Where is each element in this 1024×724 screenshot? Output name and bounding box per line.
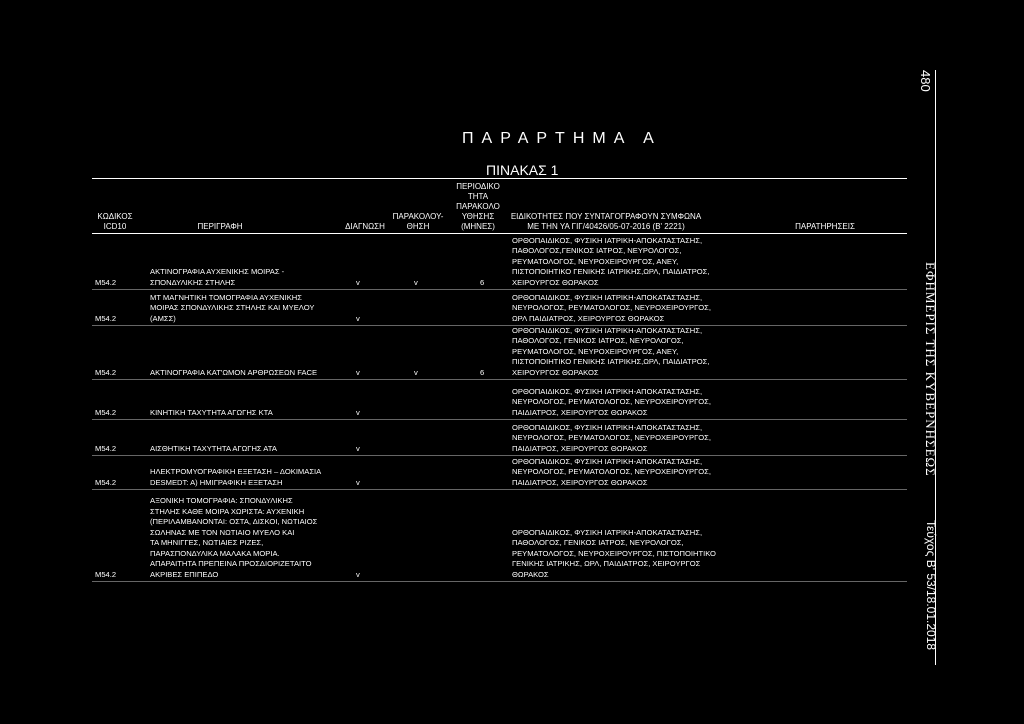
row-diagnosis: v xyxy=(356,313,360,323)
row-divider xyxy=(92,581,907,582)
annex-heading: ΠΑΡΑΡΤΗΜΑ Α xyxy=(462,130,662,147)
row-followup: v xyxy=(414,277,418,287)
row-description: ΑΚΤΙΝΟΓΡΑΦΙΑ ΑΥΧΕΝΙΚΗΣ ΜΟΙΡΑΣ - ΣΠΟΝΔΥΛΙΚΗΣ ΣΤΗΛΗΣ xyxy=(150,267,285,287)
row-code: M54.2 xyxy=(95,569,117,579)
row-specialties: ΟΡΘΟΠΑΙΔΙΚΟΣ, ΦΥΣΙΚΗ ΙΑΤΡΙΚΗ-ΑΠΟΚΑΤΑΣΤΑΣΗΣ, ΝΕΥΡΟΛΟΓΟΣ, ΡΕΥΜΑΤΟΛΟΓΟΣ, ΝΕΥΡΟΧΕΙΡΟΥΡΓΟΣ, ΩΡΛ ΠΑΙΔΙΑΤΡΟΣ, ΧΕΙΡΟΥΡΓΟΣ ΘΩΡΑΚΟΣ xyxy=(512,292,711,323)
journal-name: ΕΦΗΜΕΡΙΣ ΤΗΣ ΚΥΒΕΡΝΗΣΕΩΣ xyxy=(923,262,938,477)
row-divider xyxy=(92,379,907,380)
header-rule xyxy=(92,233,907,234)
row-description: ΜΤ ΜΑΓΝΗΤΙΚΗ ΤΟΜΟΓΡΑΦΙΑ ΑΥΧΕΝΙΚΗΣ ΜΟΙΡΑΣ ΣΠΟΝΔΥΛΙΚΗΣ ΣΤΗΛΗΣ ΚΑΙ ΜΥΕΛΟΥ (ΑΜΣΣ) xyxy=(150,292,315,323)
row-divider xyxy=(92,489,907,490)
row-divider xyxy=(92,455,907,456)
row-code: M54.2 xyxy=(95,477,117,487)
row-description: ΑΞΟΝΙΚΗ ΤΟΜΟΓΡΑΦΙΑ: ΣΠΟΝΔΥΛΙΚΗΣ ΣΤΗΛΗΣ ΚΑΘΕ ΜΟΙΡΑ ΧΩΡΙΣΤΑ: ΑΥΧΕΝΙΚΗ (ΠΕΡΙΛΑΜΒΑΝΟΝΤΑΙ: ΟΣΤΑ, ΔΙΣΚΟΙ, ΝΩΤΙΑΙΟΣ ΣΩΛΗΝΑΣ ΜΕ ΤΟΝ ΝΩΤΙΑΙΟ ΜΥΕΛΟ ΚΑΙ ΤΑ ΜΗΝΙΓΓΕΣ, ΝΩΤΙΑΙΕΣ ΡΙΖΕΣ, ΠΑΡΑΣΠΟΝΔΥΛΙΚΑ ΜΑΛΑΚΑ ΜΟΡΙΑ. ΑΠΑΡΑΙΤΗΤΑ ΠΡΕΠΕΙΝΑ ΠΡΟΣΔΙΟΡΙΖΕΤΑΙΤΟ ΑΚΡΙΒΕΣ ΕΠΙΠΕΔΟ xyxy=(150,496,318,579)
row-specialties: ΟΡΘΟΠΑΙΔΙΚΟΣ, ΦΥΣΙΚΗ ΙΑΤΡΙΚΗ-ΑΠΟΚΑΤΑΣΤΑΣΗΣ, ΠΑΘΟΛΟΓΟΣ, ΓΕΝΙΚΟΣ ΙΑΤΡΟΣ, ΝΕΥΡΟΛΟΓΟΣ, ΡΕΥΜΑΤΟΛΟΓΟΣ, ΝΕΥΡΟΧΕΙΡΟΥΡΓΟΣ, ΑΝΕΥ, ΠΙΣΤΟΠΟΙΗΤΙΚΟ ΓΕΝΙΚΗΣ ΙΑΤΡΙΚΗΣ,ΩΡΛ, ΠΑΙΔΙΑΤΡΟΣ, ΧΕΙΡΟΥΡΓΟΣ ΘΩΡΑΚΟΣ xyxy=(512,325,710,377)
row-diagnosis: v xyxy=(356,477,360,487)
row-divider xyxy=(92,325,907,326)
table-title: ΠΙΝΑΚΑΣ 1 xyxy=(486,162,559,178)
row-specialties: ΟΡΘΟΠΑΙΔΙΚΟΣ, ΦΥΣΙΚΗ ΙΑΤΡΙΚΗ-ΑΠΟΚΑΤΑΣΤΑΣΗΣ, ΝΕΥΡΟΛΟΓΟΣ, ΡΕΥΜΑΤΟΛΟΓΟΣ, ΝΕΥΡΟΧΕΙΡΟΥΡΓΟΣ, ΠΑΙΔΙΑΤΡΟΣ, ΧΕΙΡΟΥΡΓΟΣ ΘΩΡΑΚΟΣ xyxy=(512,456,711,487)
row-diagnosis: v xyxy=(356,407,360,417)
row-specialties: ΟΡΘΟΠΑΙΔΙΚΟΣ, ΦΥΣΙΚΗ ΙΑΤΡΙΚΗ-ΑΠΟΚΑΤΑΣΤΑΣΗΣ, ΝΕΥΡΟΛΟΓΟΣ, ΡΕΥΜΑΤΟΛΟΓΟΣ, ΝΕΥΡΟΧΕΙΡΟΥΡΓΟΣ, ΠΑΙΔΙΑΤΡΟΣ, ΧΕΙΡΟΥΡΓΟΣ ΘΩΡΑΚΟΣ xyxy=(512,386,711,417)
row-description: ΑΙΣΘΗΤΙΚΗ ΤΑΧΥΤΗΤΑ ΑΓΩΓΗΣ ΑΤΑ xyxy=(150,443,277,453)
header-description: ΠΕΡΙΓΡΑΦΗ xyxy=(197,222,243,231)
page-number: 480 xyxy=(918,70,933,92)
row-code: M54.2 xyxy=(95,407,117,417)
row-diagnosis: v xyxy=(356,443,360,453)
issue-label: Τεύχος Β' 53/18.01.2018 xyxy=(924,520,938,651)
header-followup: ΠΑΡΑΚΟΛΟΥ- ΘΗΣΗ xyxy=(392,212,444,231)
header-code: ΚΩΔΙΚΟΣ ICD10 xyxy=(97,212,133,231)
row-specialties: ΟΡΘΟΠΑΙΔΙΚΟΣ, ΦΥΣΙΚΗ ΙΑΤΡΙΚΗ-ΑΠΟΚΑΤΑΣΤΑΣΗΣ, ΝΕΥΡΟΛΟΓΟΣ, ΡΕΥΜΑΤΟΛΟΓΟΣ, ΝΕΥΡΟΧΕΙΡΟΥΡΓΟΣ, ΠΑΙΔΙΑΤΡΟΣ, ΧΕΙΡΟΥΡΓΟΣ ΘΩΡΑΚΟΣ xyxy=(512,422,711,453)
row-period: 6 xyxy=(480,277,485,287)
row-description: ΑΚΤΙΝΟΓΡΑΦΙΑ ΚΑΤ'ΩΜΟΝ ΑΡΘΡΩΣΕΩΝ FACE xyxy=(150,367,318,377)
row-description: ΚΙΝΗΤΙΚΗ ΤΑΧΥΤΗΤΑ ΑΓΩΓΗΣ ΚΤΑ xyxy=(150,407,273,417)
row-specialties: ΟΡΘΟΠΑΙΔΙΚΟΣ, ΦΥΣΙΚΗ ΙΑΤΡΙΚΗ-ΑΠΟΚΑΤΑΣΤΑΣΗΣ, ΠΑΘΟΛΟΓΟΣ,ΓΕΝΙΚΟΣ ΙΑΤΡΟΣ, ΝΕΥΡΟΛΟΓΟΣ, ΡΕΥΜΑΤΟΛΟΓΟΣ, ΝΕΥΡΟΧΕΙΡΟΥΡΓΟΣ, ΑΝΕΥ, ΠΙΣΤΟΠΟΙΗΤΙΚΟ ΓΕΝΙΚΗΣ ΙΑΤΡΙΚΗΣ,ΩΡΛ, ΠΑΙΔΙΑΤΡΟΣ, ΧΕΙΡΟΥΡΓΟΣ ΘΩΡΑΚΟΣ xyxy=(512,235,710,287)
row-period: 6 xyxy=(480,367,485,377)
header-diagnosis: ΔΙΑΓΝΩΣΗ xyxy=(345,222,385,231)
header-period: ΠΕΡΙΟΔΙΚΟ ΤΗΤΑ ΠΑΡΑΚΟΛΟ ΥΘΗΣΗΣ (ΜΗΝΕΣ) xyxy=(456,182,500,231)
header-specialties: ΕΙΔΙΚΟΤΗΤΕΣ ΠΟΥ ΣΥΝΤΑΓΟΓΡΑΦΟΥΝ ΣΥΜΦΩΝΑ ΜΕ ΤΗΝ ΥΑ ΓΙΓ/40426/05-07-2016 (Β' 2221) xyxy=(510,212,702,231)
row-diagnosis: v xyxy=(356,367,360,377)
row-code: M54.2 xyxy=(95,443,117,453)
row-specialties: ΟΡΘΟΠΑΙΔΙΚΟΣ, ΦΥΣΙΚΗ ΙΑΤΡΙΚΗ-ΑΠΟΚΑΤΑΣΤΑΣΗΣ, ΠΑΘΟΛΟΓΟΣ, ΓΕΝΙΚΟΣ ΙΑΤΡΟΣ, ΝΕΥΡΟΛΟΓΟΣ, ΡΕΥΜΑΤΟΛΟΓΟΣ, ΝΕΥΡΟΧΕΙΡΟΥΡΓΟΣ, ΠΙΣΤΟΠΟΙΗΤΙΚΟ ΓΕΝΙΚΗΣ ΙΑΤΡΙΚΗΣ, ΩΡΛ, ΠΑΙΔΙΑΤΡΟΣ, ΧΕΙΡΟΥΡΓΟΣ ΘΩΡΑΚΟΣ xyxy=(512,527,716,579)
row-code: M54.2 xyxy=(95,277,117,287)
row-diagnosis: v xyxy=(356,277,360,287)
row-code: M54.2 xyxy=(95,313,117,323)
header-notes: ΠΑΡΑΤΗΡΗΣΕΙΣ xyxy=(795,222,855,231)
row-divider xyxy=(92,289,907,290)
row-code: M54.2 xyxy=(95,367,117,377)
row-description: ΗΛΕΚΤΡΟΜΥΟΓΡΑΦΙΚΗ ΕΞΕΤΑΣΗ – ΔΟΚΙΜΑΣΙΑ DESMEDT: A) ΗΜΙΓΡΑΦΙΚΗ ΕΞΕΤΑΣΗ xyxy=(150,467,322,487)
row-divider xyxy=(92,419,907,420)
table-top-rule xyxy=(92,178,907,179)
row-diagnosis: v xyxy=(356,569,360,579)
row-followup: v xyxy=(414,367,418,377)
